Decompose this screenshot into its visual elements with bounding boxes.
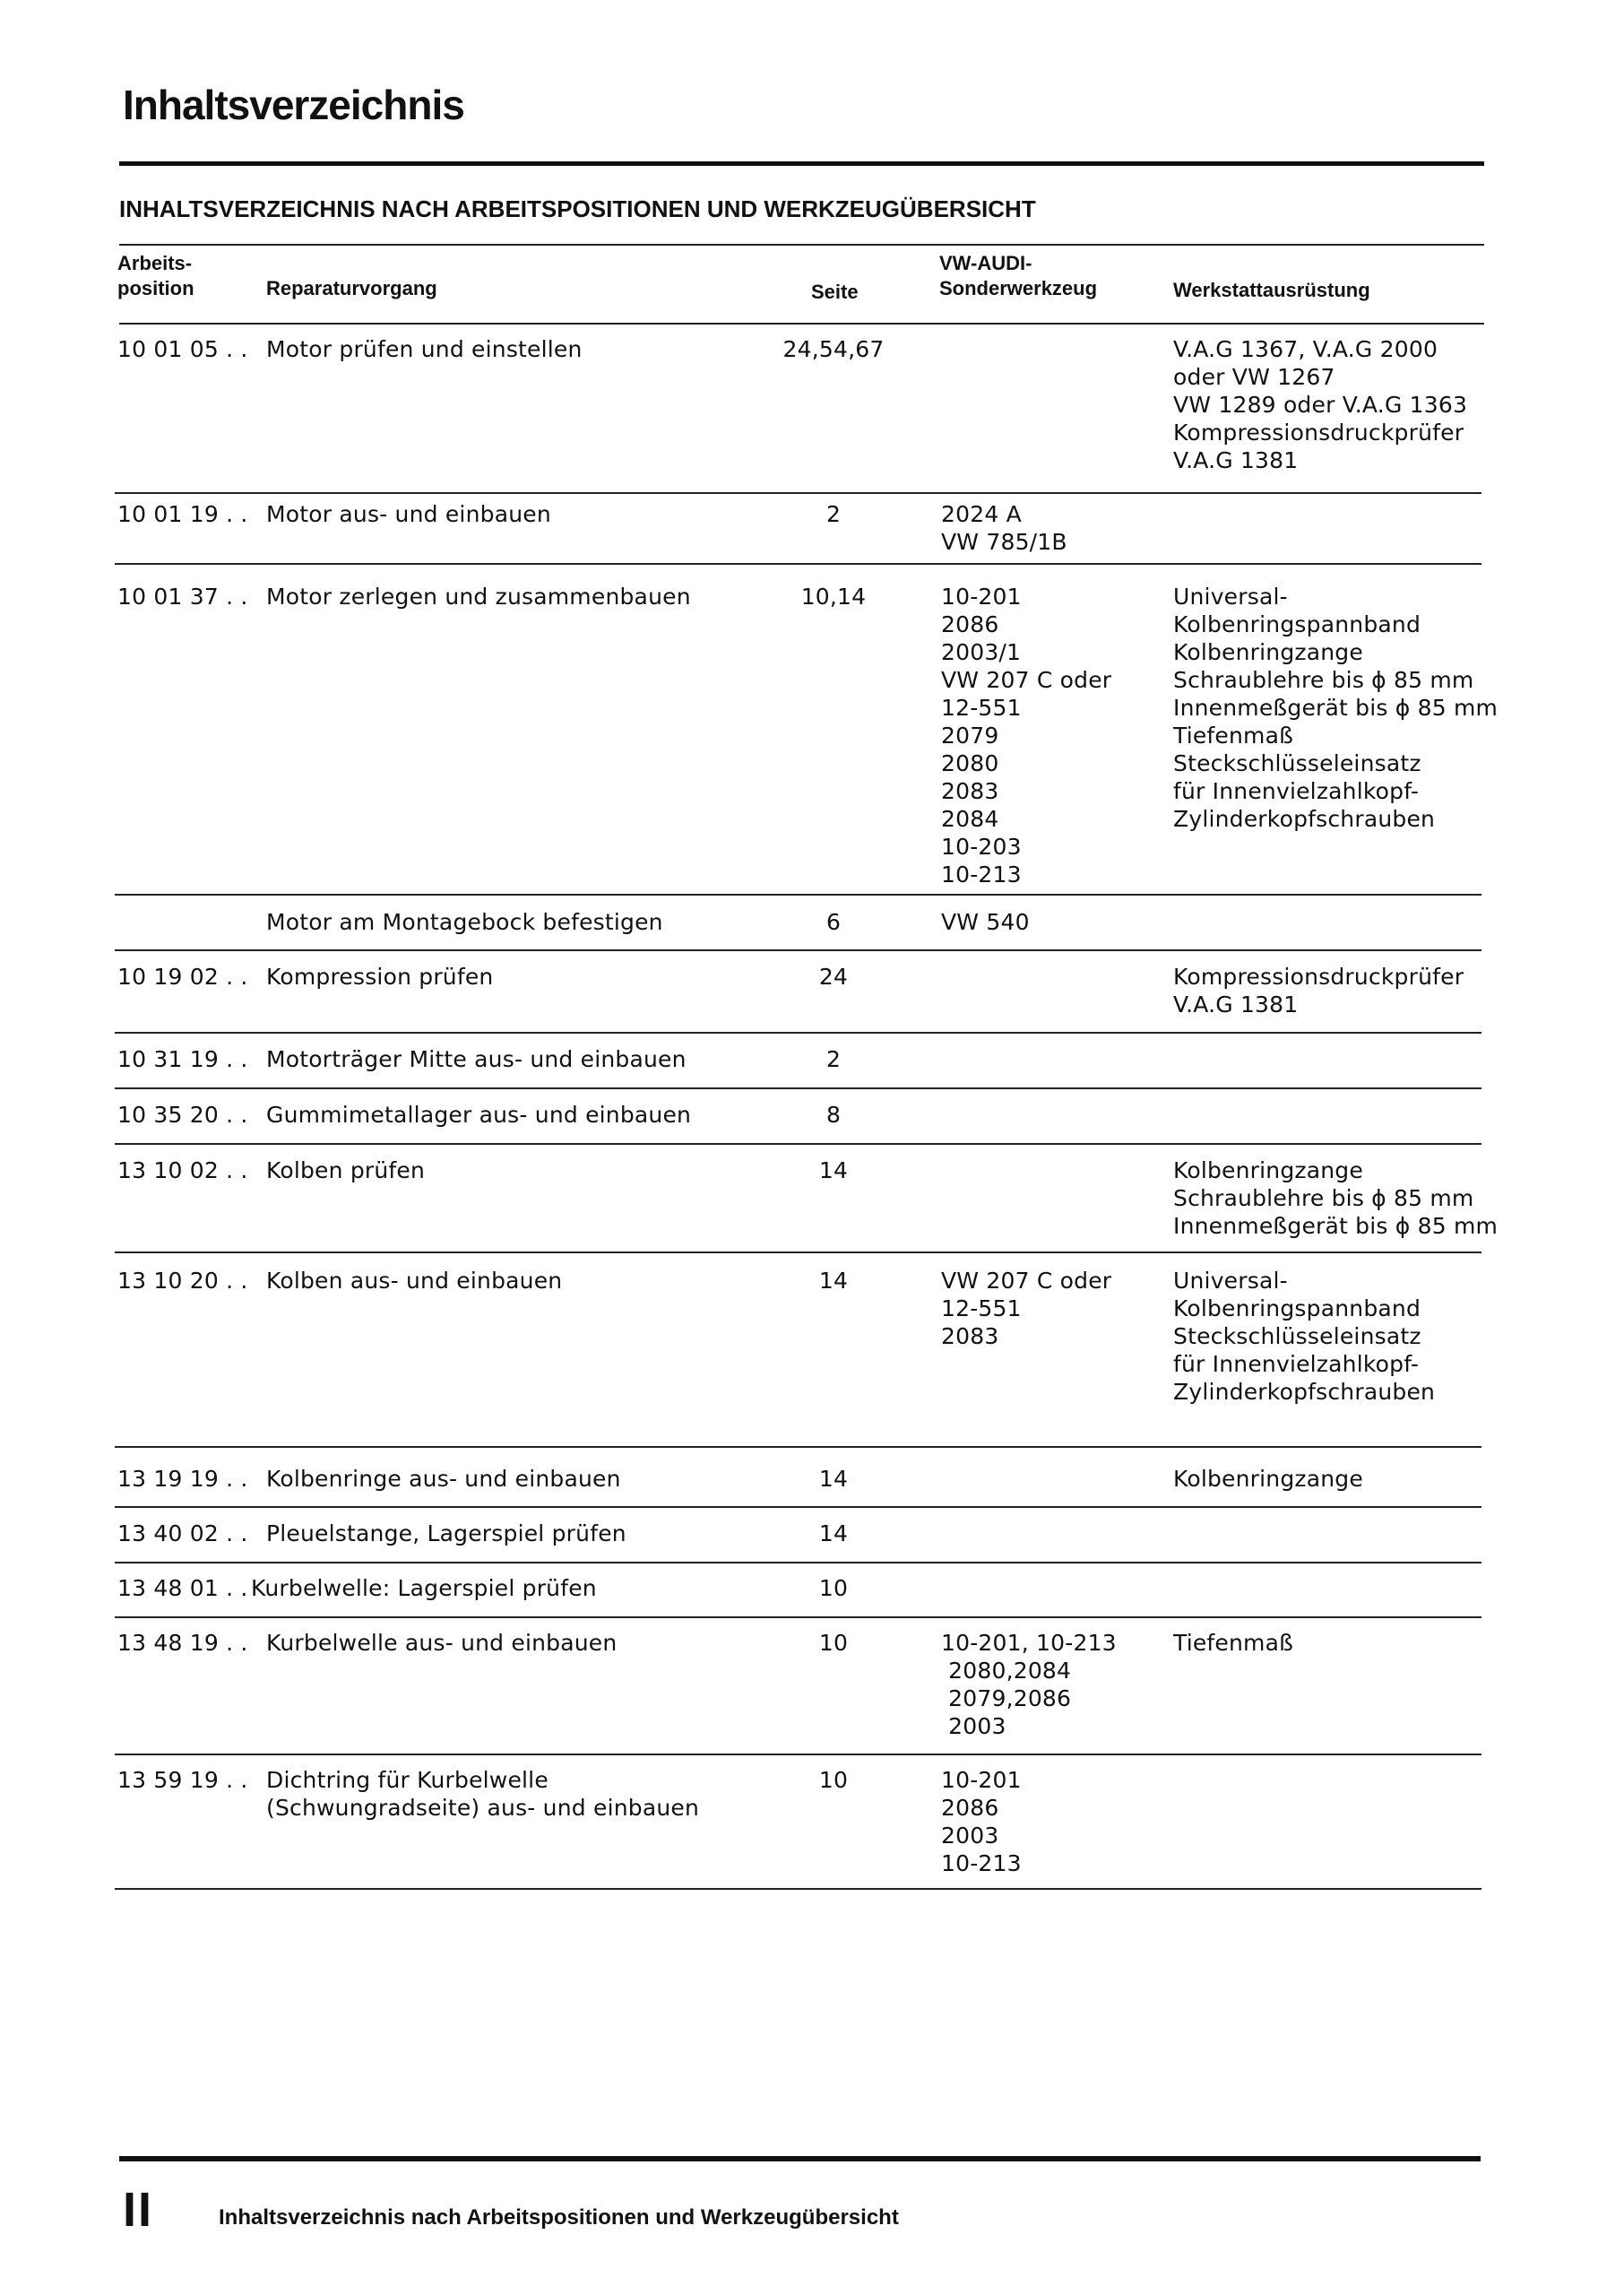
cell-page: 10 xyxy=(818,1630,849,1656)
column-header-equipment: Werkstattausrüstung xyxy=(1173,279,1370,301)
cell-tools: VW 207 C oder 12-551 2083 xyxy=(941,1268,1112,1349)
cell-tools: 2024 A VW 785/1B xyxy=(941,501,1067,555)
cell-page: 14 xyxy=(818,1520,849,1546)
row-divider xyxy=(115,1087,1481,1089)
column-header-position: Arbeits- position xyxy=(117,252,194,299)
cell-repair: Motor zerlegen und zusammenbauen xyxy=(266,584,691,610)
cell-page: 6 xyxy=(825,909,842,935)
cell-equipment: V.A.G 1367, V.A.G 2000 oder VW 1267 VW 1289 oder V.A.G 1363 Kompressionsdruckprüfer V.A.G 1381 xyxy=(1173,336,1468,473)
cell-page: 10,14 xyxy=(800,584,867,610)
cell-repair: Pleuelstange, Lagerspiel prüfen xyxy=(266,1520,626,1546)
column-header-repair: Reparaturvorgang xyxy=(266,277,437,299)
cell-page: 8 xyxy=(825,1102,842,1128)
cell-position: 10 35 20 . . xyxy=(117,1102,248,1128)
cell-position: 13 48 19 . . xyxy=(117,1630,248,1656)
cell-repair: Motor prüfen und einstellen xyxy=(266,336,583,362)
cell-page: 2 xyxy=(825,501,842,527)
cell-page: 2 xyxy=(825,1046,842,1072)
cell-page: 10 xyxy=(818,1767,849,1793)
cell-equipment: Kolbenringzange Schraublehre bis ϕ 85 mm Innenmeßgerät bis ϕ 85 mm xyxy=(1173,1157,1499,1239)
footer-rule xyxy=(119,2156,1481,2161)
cell-repair: Kompression prüfen xyxy=(266,964,494,990)
row-divider xyxy=(115,1251,1481,1253)
cell-tools: 10-201, 10-213 2080,2084 2079,2086 2003 xyxy=(941,1630,1117,1739)
row-divider xyxy=(115,492,1481,494)
footer-section-mark: II xyxy=(123,2183,154,2237)
cell-tools: 10-201 2086 2003 10-213 xyxy=(941,1767,1022,1876)
cell-position: 13 10 02 . . xyxy=(117,1157,248,1183)
cell-tools: 10-201 2086 2003/1 VW 207 C oder 12-551 2079 2080 2083 2084 10-203 10-213 xyxy=(941,584,1112,888)
cell-position: 13 19 19 . . xyxy=(117,1466,248,1492)
cell-position: 13 40 02 . . xyxy=(117,1520,248,1546)
cell-position: 13 48 01 . . xyxy=(117,1575,248,1601)
cell-page: 14 xyxy=(818,1268,849,1294)
page-title: Inhaltsverzeichnis xyxy=(123,82,464,128)
cell-repair: Kurbelwelle aus- und einbauen xyxy=(266,1630,618,1656)
cell-page: 24 xyxy=(818,964,849,990)
row-divider xyxy=(115,1562,1481,1563)
column-header-tools: VW-AUDI- Sonderwerkzeug xyxy=(939,252,1098,299)
column-header-page: Seite xyxy=(811,281,859,303)
cell-equipment: Tiefenmaß xyxy=(1173,1630,1294,1656)
row-divider xyxy=(115,1446,1481,1448)
row-divider xyxy=(115,1032,1481,1034)
cell-repair: Motor am Montagebock befestigen xyxy=(266,909,663,935)
section-heading: INHALTSVERZEICHNIS NACH ARBEITSPOSITIONEN UND WERKZEUGÜBERSICHT xyxy=(119,195,1036,222)
cell-repair: Gummimetallager aus- und einbauen xyxy=(266,1102,692,1128)
cell-page: 14 xyxy=(818,1466,849,1492)
cell-position: 10 19 02 . . xyxy=(117,964,248,990)
cell-repair: Motorträger Mitte aus- und einbauen xyxy=(266,1046,687,1072)
cell-repair: Kurbelwelle: Lagerspiel prüfen xyxy=(251,1575,597,1601)
row-divider xyxy=(115,563,1481,565)
cell-repair: Kolben prüfen xyxy=(266,1157,426,1183)
cell-repair: Kolbenringe aus- und einbauen xyxy=(266,1466,621,1492)
cell-page: 14 xyxy=(818,1157,849,1183)
row-divider xyxy=(115,1506,1481,1508)
cell-repair: Dichtring für Kurbelwelle (Schwungradseite) aus- und einbauen xyxy=(266,1767,700,1821)
row-divider xyxy=(115,1888,1481,1890)
cell-repair: Kolben aus- und einbauen xyxy=(266,1268,563,1294)
cell-position: 10 01 05 . . xyxy=(117,336,248,362)
footer-text: Inhaltsverzeichnis nach Arbeitspositionen und Werkzeugübersicht xyxy=(219,2205,899,2230)
row-divider xyxy=(115,1754,1481,1755)
cell-tools: VW 540 xyxy=(941,909,1030,935)
cell-equipment: Kompressionsdruckprüfer V.A.G 1381 xyxy=(1173,964,1464,1018)
cell-position: 10 01 19 . . xyxy=(117,501,248,527)
cell-equipment: Kolbenringzange xyxy=(1173,1466,1363,1492)
cell-page: 10 xyxy=(818,1575,849,1601)
cell-position: 10 31 19 . . xyxy=(117,1046,248,1072)
cell-repair: Motor aus- und einbauen xyxy=(266,501,551,527)
row-divider xyxy=(115,1143,1481,1145)
row-divider xyxy=(115,894,1481,896)
cell-position: 13 10 20 . . xyxy=(117,1268,248,1294)
cell-position: 13 59 19 . . xyxy=(117,1767,248,1793)
cell-equipment: Universal- Kolbenringspannband Steckschlüsseleinsatz für Innenvielzahlkopf- Zylinderkopfschrauben xyxy=(1173,1268,1436,1405)
row-divider xyxy=(115,1616,1481,1618)
cell-page: 24,54,67 xyxy=(782,336,885,362)
row-divider xyxy=(115,949,1481,951)
cell-position: 10 01 37 . . xyxy=(117,584,248,610)
cell-equipment: Universal- Kolbenringspannband Kolbenringzange Schraublehre bis ϕ 85 mm Innenmeßgerät bis ϕ 85 mm Tiefenmaß Steckschlüsseleinsatz für Innenvielzahlkopf- Zylinderkopfschrauben xyxy=(1173,584,1499,832)
